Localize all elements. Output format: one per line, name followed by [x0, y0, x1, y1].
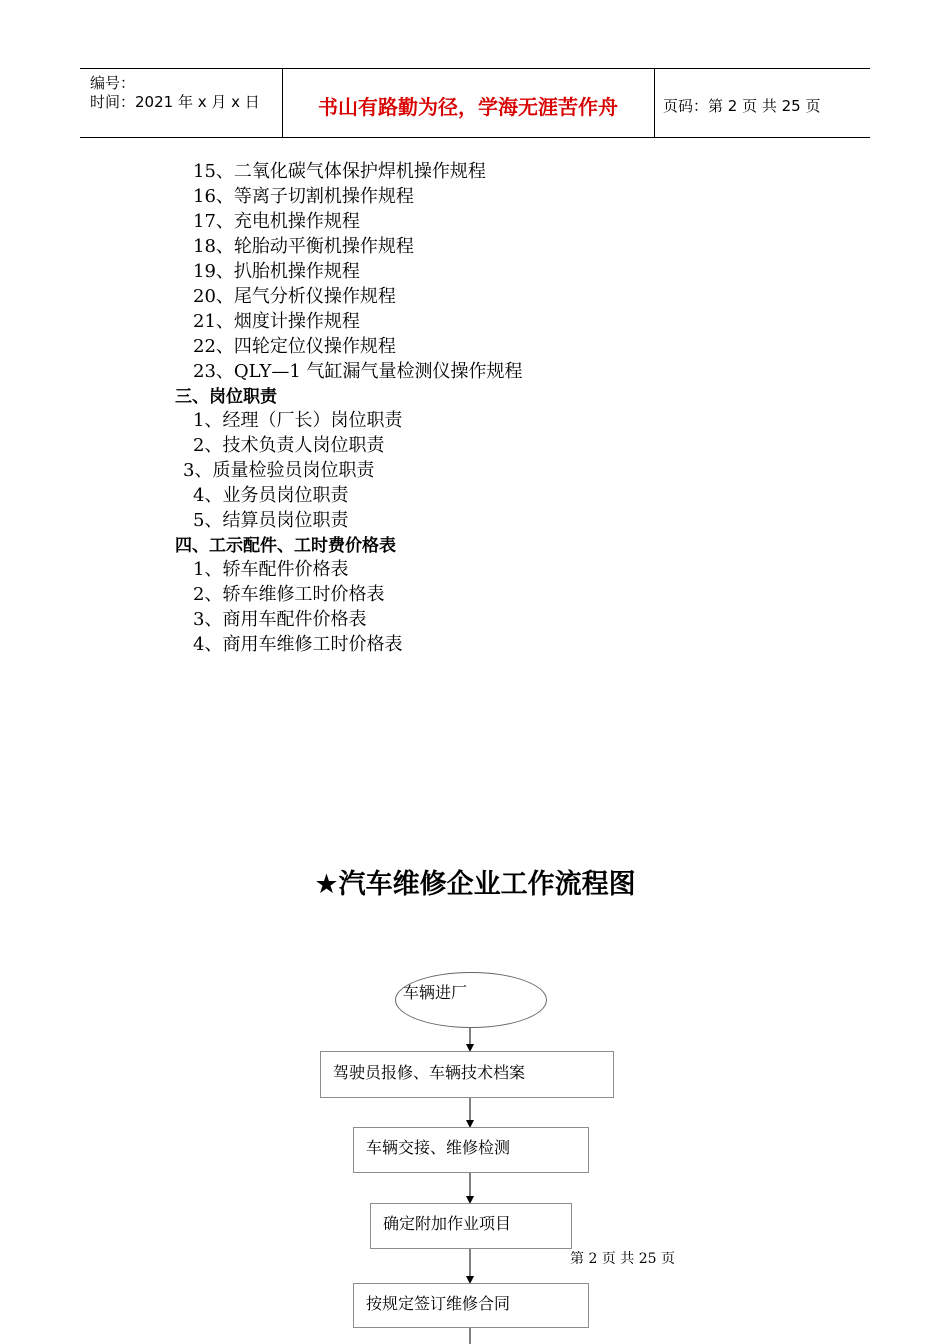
- toc-item: 1、轿车配件价格表: [193, 559, 349, 580]
- document-time-label: 时间：2021 年 x 月 x 日: [90, 93, 260, 111]
- toc-item: 1、经理（厂长）岗位职责: [193, 410, 403, 431]
- toc-item: 23、QLY—1 气缸漏气量检测仪操作规程: [193, 361, 523, 382]
- document-number-label: 编号：: [90, 74, 136, 92]
- toc-item: 4、业务员岗位职责: [193, 485, 349, 506]
- flow-step-label: 车辆交接、维修检测: [366, 1138, 511, 1157]
- toc-item: 4、商用车维修工时价格表: [193, 634, 403, 655]
- flow-step-box: [353, 1127, 589, 1173]
- flow-step-label: 按规定签订维修合同: [366, 1294, 511, 1313]
- toc-item: 15、二氧化碳气体保护焊机操作规程: [193, 161, 486, 182]
- toc-item: 18、轮胎动平衡机操作规程: [193, 236, 414, 257]
- toc-section-heading: 三、岗位职责: [175, 387, 277, 407]
- page-footer: 第 2 页 共 25 页: [570, 1251, 675, 1267]
- toc-item: 19、扒胎机操作规程: [193, 261, 360, 282]
- toc-item: 3、质量检验员岗位职责: [183, 460, 375, 481]
- flow-step-label: 确定附加作业项目: [383, 1214, 512, 1233]
- flow-step-box: [353, 1283, 589, 1328]
- flowchart-title: ★汽车维修企业工作流程图: [314, 869, 636, 900]
- toc-item: 20、尾气分析仪操作规程: [193, 286, 396, 307]
- toc-item: 3、商用车配件价格表: [193, 609, 367, 630]
- flow-step-box: [320, 1051, 614, 1098]
- flow-step-box: [370, 1203, 572, 1249]
- flow-step-label: 驾驶员报修、车辆技术档案: [333, 1063, 526, 1082]
- toc-item: 5、结算员岗位职责: [193, 510, 349, 531]
- toc-item: 17、充电机操作规程: [193, 211, 360, 232]
- toc-item: 2、技术负责人岗位职责: [193, 435, 385, 456]
- toc-item: 22、四轮定位仪操作规程: [193, 336, 396, 357]
- toc-item: 16、等离子切割机操作规程: [193, 186, 414, 207]
- header-motto: 书山有路勤为径，学海无涯苦作舟: [318, 95, 618, 119]
- header-page-number: 页码：第 2 页 共 25 页: [663, 97, 821, 115]
- toc-item: 2、轿车维修工时价格表: [193, 584, 385, 605]
- toc-section-heading: 四、工示配件、工时费价格表: [175, 536, 396, 556]
- flow-start-label: 车辆进厂: [403, 983, 468, 1002]
- toc-item: 21、烟度计操作规程: [193, 311, 360, 332]
